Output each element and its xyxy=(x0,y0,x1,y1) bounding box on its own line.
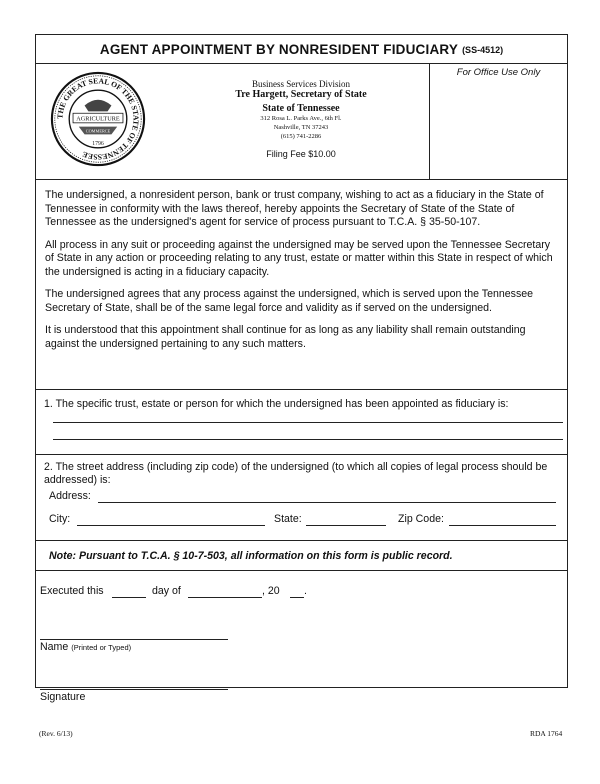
executed-month-field[interactable] xyxy=(188,597,262,598)
name-label-text: Name xyxy=(40,641,69,653)
agency-secretary: Tre Hargett, Secretary of State xyxy=(235,89,367,100)
public-record-note xyxy=(36,541,567,571)
seal-band-text: AGRICULTURE xyxy=(76,115,120,123)
city-field[interactable] xyxy=(77,525,265,526)
agency-division: Business Services Division xyxy=(252,79,350,89)
question-1-section xyxy=(36,390,567,455)
fiduciary-line-1[interactable] xyxy=(53,422,563,423)
name-field[interactable] xyxy=(40,639,228,640)
name-hint: (Printed or Typed) xyxy=(71,643,132,652)
name-label xyxy=(40,641,131,653)
question-2-label: 2. The street address (including zip code) of the undersigned (to which all copies of legal process should be addressed) is: xyxy=(44,461,548,486)
filing-fee: Filing Fee $10.00 xyxy=(266,149,336,159)
address-label: Address: xyxy=(49,490,91,502)
paragraph-legal-force: The undersigned agrees that any process against the undersigned, which is served upon the Tennessee Secretary of State, shall be of the same legal force and validity as if served on the undersigned. xyxy=(45,288,534,314)
paragraph-duration: It is understood that this appointment shall continue for as long as any liability shall remain outstanding against the undersigned pertaining to any such matters. xyxy=(45,324,526,350)
header-section xyxy=(36,64,567,180)
year-prefix-label: , 20 xyxy=(262,585,280,597)
agency-address: 312 Rosa L. Parks Ave., 6th Fl. xyxy=(260,115,342,122)
period-label: . xyxy=(304,585,307,597)
address-field[interactable] xyxy=(98,502,556,503)
city-label: City: xyxy=(49,513,71,525)
title-row xyxy=(36,35,567,64)
signature-label: Signature xyxy=(40,691,86,703)
seal-band2-text: COMMERCE xyxy=(85,128,111,134)
executed-label: Executed this xyxy=(40,585,104,597)
day-of-label: day of xyxy=(152,585,181,597)
executed-year-field[interactable] xyxy=(290,597,304,598)
form-page xyxy=(35,34,568,703)
seal-ring-text: THE GREAT SEAL OF THE STATE OF TENNESSEE xyxy=(55,76,141,162)
office-use-box xyxy=(429,64,567,179)
revision-note: (Rev. 6/13) xyxy=(39,729,73,738)
question-1-label: 1. The specific trust, estate or person for which the undersigned has been appointed as fiduciary is: xyxy=(44,398,509,410)
terms-section xyxy=(36,180,567,390)
signature-field[interactable] xyxy=(40,689,228,690)
zip-label: Zip Code: xyxy=(398,513,444,525)
question-2-section xyxy=(36,455,567,541)
form-code: (SS-4512) xyxy=(462,45,504,55)
agency-phone: (615) 741-2286 xyxy=(280,133,322,140)
zip-field[interactable] xyxy=(449,525,556,526)
agency-block xyxy=(211,79,391,159)
rda-code: RDA 1764 xyxy=(530,729,563,738)
fiduciary-line-2[interactable] xyxy=(53,439,563,440)
state-field[interactable] xyxy=(306,525,386,526)
state-label: State: xyxy=(274,513,302,525)
paragraph-appointment: The undersigned, a nonresident person, bank or trust company, wishing to act as a fiduciary in the State of Tennessee in conformity with the laws thereof, hereby appoints the Secretary of State of the State of Tennessee as the undersigned's agent for service of process pursuant to T.C.A. § 35-50-107. xyxy=(45,189,544,228)
office-use-label: For Office Use Only xyxy=(456,67,541,78)
seal-year: 1796 xyxy=(92,140,104,147)
state-seal-icon xyxy=(50,71,146,167)
executed-day-field[interactable] xyxy=(112,597,146,598)
agency-state: State of Tennessee xyxy=(262,103,340,114)
form-title: AGENT APPOINTMENT BY NONRESIDENT FIDUCIARY xyxy=(99,41,459,57)
public-record-note-text: Note: Pursuant to T.C.A. § 10-7-503, all information on this form is public record. xyxy=(49,549,453,562)
agency-city: Nashville, TN 37243 xyxy=(273,124,329,131)
paragraph-service: All process in any suit or proceeding against the undersigned may be served upon the Tennessee Secretary of State in any action or proceeding relating to any trust, estate or matter within this State in respect of which the undersigned is acting in a fiduciary capacity. xyxy=(45,238,553,278)
